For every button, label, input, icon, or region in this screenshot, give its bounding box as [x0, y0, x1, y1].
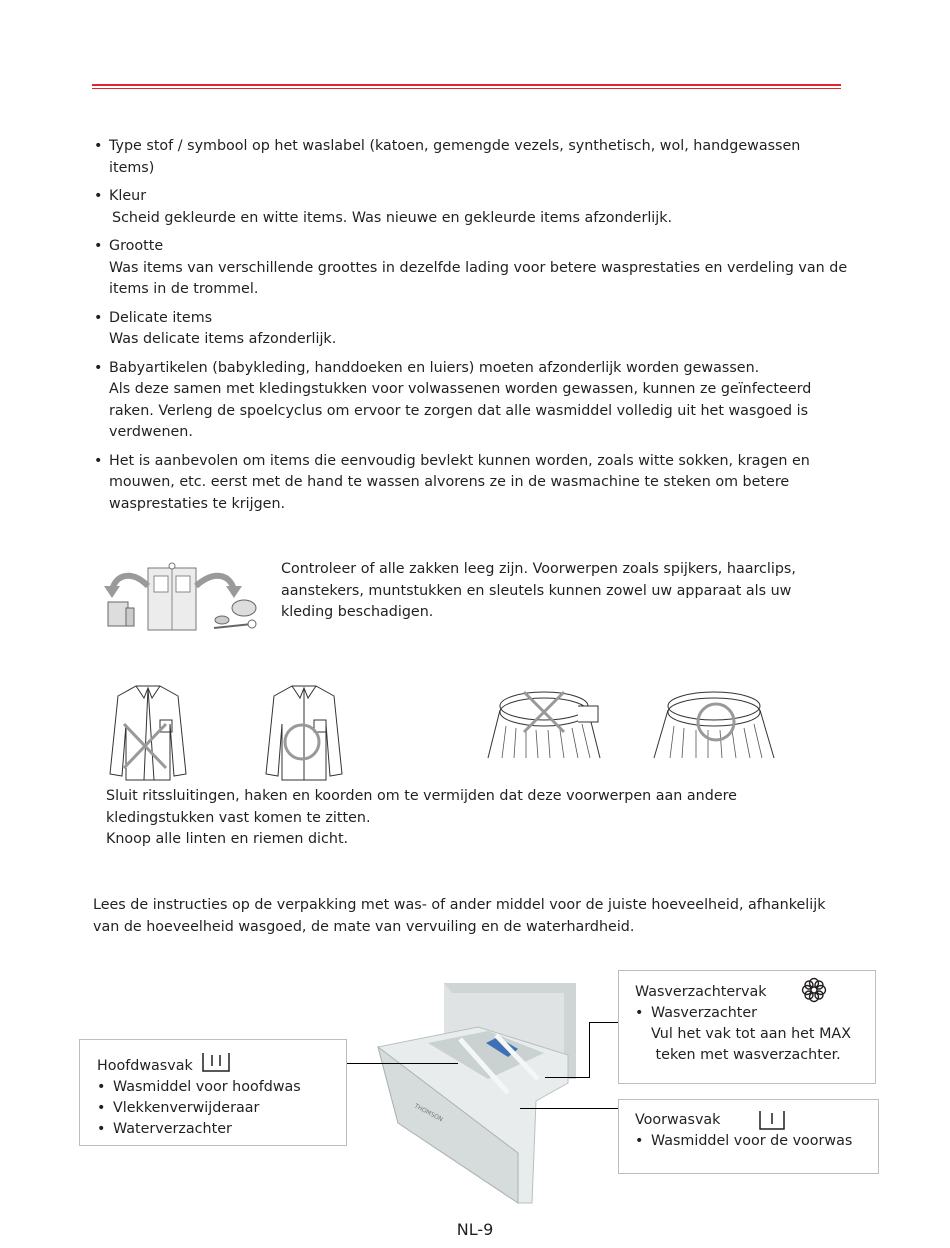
- list-item: • Delicate items Was delicate items afzonderlijk.: [94, 309, 337, 347]
- list-item: • Waterverzachter: [97, 1121, 232, 1137]
- prewash-compartment-icon: [758, 1109, 786, 1131]
- main-wash-connector: [346, 1063, 458, 1064]
- main-wash-title: Hoofdwasvak: [97, 1058, 193, 1074]
- softener-callout: [618, 970, 876, 1084]
- list-item: • Wasmiddel voor hoofdwas: [97, 1079, 301, 1095]
- flower-icon: [801, 977, 827, 1003]
- list-item: • Wasverzachter: [635, 1005, 758, 1021]
- closed-waistband-correct-illustration: [652, 686, 778, 762]
- list-item: • Babyartikelen (babykleding, handdoeken en luiers) moeten afzonderlijk worden gewassen. Als deze samen met kledingstukken voor volwassenen worden gewassen, kunnen ze geïnfecteerd raken. Verleng de spoelcyclus om ervoor te zorgen dat alle wasmiddel volledig uit het wasgoed is verdwenen.: [94, 359, 812, 440]
- list-item: • Grootte Was items van verschillende groottes in dezelfde lading voor betere wasprestaties en verdeling van de items in de trommel.: [94, 238, 848, 297]
- softener-note: Vul het vak tot aan het MAX: [651, 1026, 851, 1042]
- main-wash-compartment-icon: [201, 1051, 231, 1073]
- laundry-sorting-list: [93, 136, 863, 522]
- detergent-drawer-illustration: [368, 983, 588, 1205]
- list-item: • Type stof / symbool op het waslabel (katoen, gemengde vezels, synthetisch, wol, handgewassen items): [94, 138, 801, 176]
- list-item: • Vlekkenverwijderaar: [97, 1100, 260, 1116]
- softener-connector-top: [589, 1022, 619, 1023]
- closed-shirt-correct-illustration: [264, 684, 344, 784]
- open-waistband-wrong-illustration: [486, 686, 604, 762]
- prewash-callout: [618, 1099, 879, 1174]
- drawer-brand: THOMSON: [413, 1102, 444, 1124]
- prewash-connector: [520, 1108, 618, 1109]
- list-item: • Wasmiddel voor de voorwas: [635, 1133, 853, 1149]
- zippers-instruction-text: Sluit ritssluitingen, haken en koorden om te vermijden dat deze voorwerpen aan andere kledingstukken vast komen te zitten. Knoop alle linten en riemen dicht.: [106, 788, 737, 847]
- softener-note: teken met wasverzachter.: [651, 1047, 841, 1063]
- dosage-instruction-text: Lees de instructies op de verpakking met was- of ander middel voor de juiste hoeveelheid, afhankelijk van de hoeveelheid wasgoed, de mate van vervuiling en de waterhardheid.: [93, 897, 826, 935]
- softener-connector-h: [545, 1077, 590, 1078]
- softener-title: Wasverzachtervak: [635, 983, 767, 1000]
- list-item: • Het is aanbevolen om items die eenvoudig bevlekt kunnen worden, zoals witte sokken, kragen en mouwen, etc. eerst met de hand te wassen alvorens ze in de wasmachine te steken om betere wasprestaties te krijgen.: [94, 452, 810, 512]
- pockets-warning-text: Controleer of alle zakken leeg zijn. Voorwerpen zoals spijkers, haarclips, aanstekers, muntstukken en sleutels kunnen zowel uw apparaat als uw kleding beschadigen.: [281, 561, 796, 620]
- open-shirt-wrong-illustration: [108, 684, 188, 784]
- page-number: NL-9: [456, 1220, 494, 1239]
- main-wash-callout: [79, 1039, 347, 1146]
- header-rule: [92, 84, 841, 90]
- softener-connector-v: [589, 1022, 590, 1078]
- list-item: • Kleur Scheid gekleurde en witte items. Was nieuwe en gekleurde items afzonderlijk.: [94, 188, 673, 226]
- empty-pockets-illustration: [102, 562, 262, 636]
- prewash-title: Voorwasvak: [635, 1112, 721, 1128]
